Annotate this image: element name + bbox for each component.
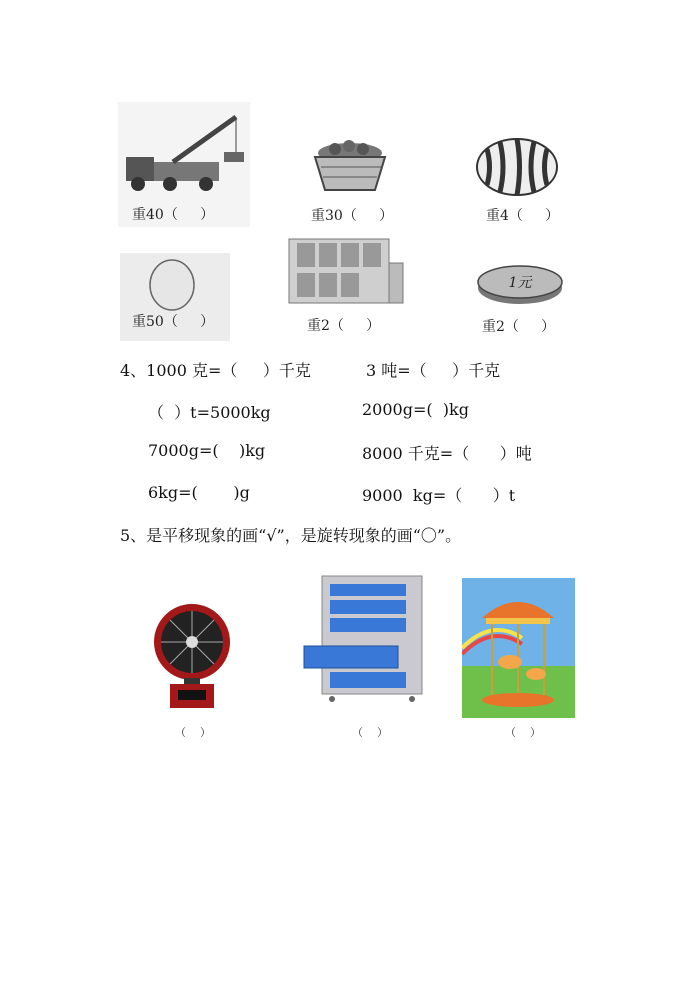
q4-row1-left: （ ）t=5000kg: [148, 403, 271, 422]
watermelon-label: 重4（ ）: [486, 208, 560, 224]
electric-fan-icon: [152, 600, 232, 712]
q4-row3-left: 6kg=( )g: [148, 483, 250, 502]
q4-heading-left: 4、1000 克=（ ）千克: [120, 361, 311, 380]
crane-truck-icon: [118, 102, 250, 202]
cabinet-card: [300, 570, 430, 705]
q5-heading: 5、是平移现象的画“√”，是旋转现象的画“〇”。: [120, 526, 462, 545]
egg-icon: [120, 253, 230, 311]
carousel-answer: （ ）: [505, 726, 541, 739]
q4-row2-left: 7000g=( )kg: [148, 441, 266, 460]
q4-row1-right: 2000g=( )kg: [362, 400, 469, 419]
coin-icon: [472, 258, 568, 310]
coin-label: 重2（ ）: [482, 319, 556, 335]
fan-answer: （ ）: [175, 726, 211, 739]
carousel-card: [462, 578, 575, 718]
cabinet-answer: （ ）: [352, 726, 388, 739]
watermelon-icon: [472, 135, 562, 197]
basket-icon: [305, 135, 395, 195]
egg-card: [120, 253, 230, 341]
paper-card: [285, 235, 407, 340]
carousel-icon: [462, 578, 575, 718]
q4-row3-right: 9000 kg=（ ）t: [362, 486, 516, 505]
q4-heading-right: 3 吨=（ ）千克: [366, 361, 501, 380]
q4-row2-right: 8000 千克=（ ）吨: [362, 444, 532, 463]
drawer-cabinet-icon: [300, 570, 430, 705]
crane-label: 重40（ ）: [132, 207, 215, 223]
coin-text: 1元: [508, 275, 532, 291]
crane-card: [118, 102, 250, 227]
watermelon-card: [472, 135, 572, 230]
fan-card: [152, 600, 232, 715]
egg-label: 重50（ ）: [132, 314, 215, 330]
basket-label: 重30（ ）: [311, 208, 394, 224]
coin-card: [472, 258, 572, 338]
basket-card: [305, 135, 405, 230]
paper-label: 重2（ ）: [307, 318, 381, 334]
paper-stack-icon: [285, 235, 407, 307]
